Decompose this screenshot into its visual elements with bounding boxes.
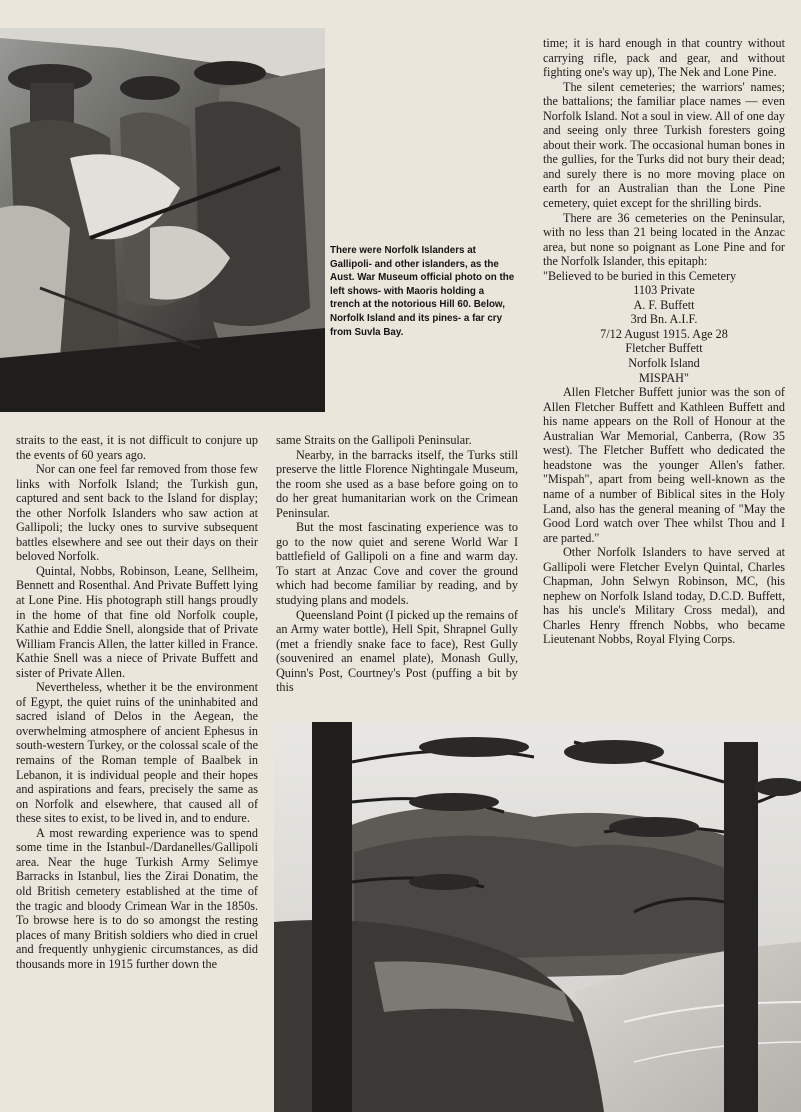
epitaph-line: A. F. Buffett [633,297,695,312]
norfolk-island-pines-photo-icon [274,722,801,1112]
paragraph: The silent cemeteries; the warriors' names; the battalions; the familiar place names — even Norfolk Island. Not a soul in view. All of one day and seeing only three Turkish foresters going about their work. The occasional human bones in the gullies, for the Turks did not bury their dead; and surely there is no more moving place on earth for an Australian than the Lone Pine cemetery, quiet except for the shrilling birds. [543,79,785,211]
column-2 [276,433,518,695]
paragraph: Nor can one feel far removed from those few links with Norfolk Island; the Turkish gun, captured and sent back to the Island for display; the other Norfolk Islanders who saw action at Gallipoli; the lucky ones to survive subsequent battles elsewhere and see out their days on their beloved Norfolk. [16,462,258,564]
epitaph-line: MISPAH" [639,370,689,385]
paragraph: But the most fascinating experience was to go to the now quiet and serene World War I battlefield of Gallipoli on a fine and warm day. To start at Anzac Cove and cover the ground which had become familiar by reading, and by studying plans and models. [276,520,518,608]
epitaph-line: Norfolk Island [628,356,700,371]
photo-caption: There were Norfolk Islanders at Gallipoli- and other islanders, as the Aust. War Museum official photo on the left shows- with Maoris holding a trench at the notorious Hill 60. Below, Norfolk Island and its pines- a far cry from Suvla Bay. [330,245,515,338]
paragraph: There are 36 cemeteries on the Peninsular, with no less than 21 being located in the Anzac area, but none so poignant as Lone Pine and for the Norfolk Islander, this epitaph: [543,210,785,269]
paragraph: Nearby, in the barracks itself, the Turks still preserve the little Florence Nightingale Museum, the room she used as a base before going on to do her great humanitarian work on the Crimean Peninsular. [276,447,518,520]
paragraph: time; it is hard enough in that country without carrying rifle, pack and gear, and without fighting one's way up), The Nek and Lone Pine. [543,36,785,80]
paragraph: Allen Fletcher Buffett junior was the son of Allen Fletcher Buffett and Kathleen Buffett and his name appears on the Roll of Honour at the Australian War Memorial, Canberra, (Row 35 west). The Fletcher Buffett who dedicated the headstone was the younger Allen's father. "Mispah", apart from being well-known as the name of a number of Biblical sites in the Holy Land, also has the general meaning of "May the Good Lord watch over Thee whilst Thou and I are parted." [543,385,785,545]
paragraph: Quintal, Nobbs, Robinson, Leane, Sellheim, Bennett and Rosenthal. And Private Buffett lying at Lone Pine. His photograph still hangs proudly in the home of that fine old Norfolk couple, Kathie and Eddie Snell, alongside that of Private William Francis Allen, the latter killed in France. Kathie Snell was a niece of Private Buffett and sister of Private Allen. [16,563,258,680]
gallipoli-trench-photo [0,28,325,412]
epitaph-line: "Believed to be buried in this Cemetery [543,268,737,283]
gallipoli-trench-photo-icon [0,28,325,412]
paragraph: Queensland Point (I picked up the remains of an Army water bottle), Hell Spit, Shrapnel Gully (met a friendly snake face to face), Rest Gully (souvenired an enamel plate), Monash Gully, Quinn's Post, Courtney's Post (puffing a bit by this [276,607,518,695]
epitaph-line: Fletcher Buffett [625,341,703,356]
column-3 [543,36,785,647]
epitaph-line: 1103 Private [633,283,695,298]
epitaph-line: 3rd Bn. A.I.F. [630,312,698,327]
epitaph-line: 7/12 August 1915. Age 28 [600,326,728,341]
paragraph: same Straits on the Gallipoli Peninsular. [276,433,472,447]
epitaph [543,269,785,385]
column-1 [16,433,258,971]
paragraph: A most rewarding experience was to spend some time in the Istanbul-/Dardanelles/Gallipoli area. Near the huge Turkish Army Selimye Barracks in Istanbul, lies the Zirai Donatim, the old British cemetery established at the time of the tragic and bloody Crimean War in the 1850s. To browse here is to do so amongst the resting places of many British soldiers who died in cruel and frequently unhygienic circumstances, as did thousands more in 1915 further down the [16,825,258,971]
paragraph: straits to the east, it is not difficult to conjure up the events of 60 years ago. [16,433,258,462]
paragraph: Nevertheless, whether it be the environment of Egypt, the quiet ruins of the uninhabited and sacred island of Delos in the Aegean, the overwhelming atmosphere of ancient Ephesus in south-western Turkey, or the colossal scale of the remains of the Roman temple of Baalbek in Lebanon, it is individual people and their hopes and aspirations and fears, precisely the same as on Norfolk and elsewhere, that caused all of these sites to exist, to be lived in, and to endure. [16,680,258,826]
paragraph: Other Norfolk Islanders to have served at Gallipoli were Fletcher Evelyn Quintal, Charles Chapman, John Selwyn Robinson, MC, (his nephew on Norfolk Island today, D.C.D. Buffett, has his uncle's Military Cross medal), and Charles Henry ffrench Nobbs, who became Lieutenant Nobbs, Royal Flying Corps. [543,545,785,647]
norfolk-island-pines-photo [274,722,801,1112]
